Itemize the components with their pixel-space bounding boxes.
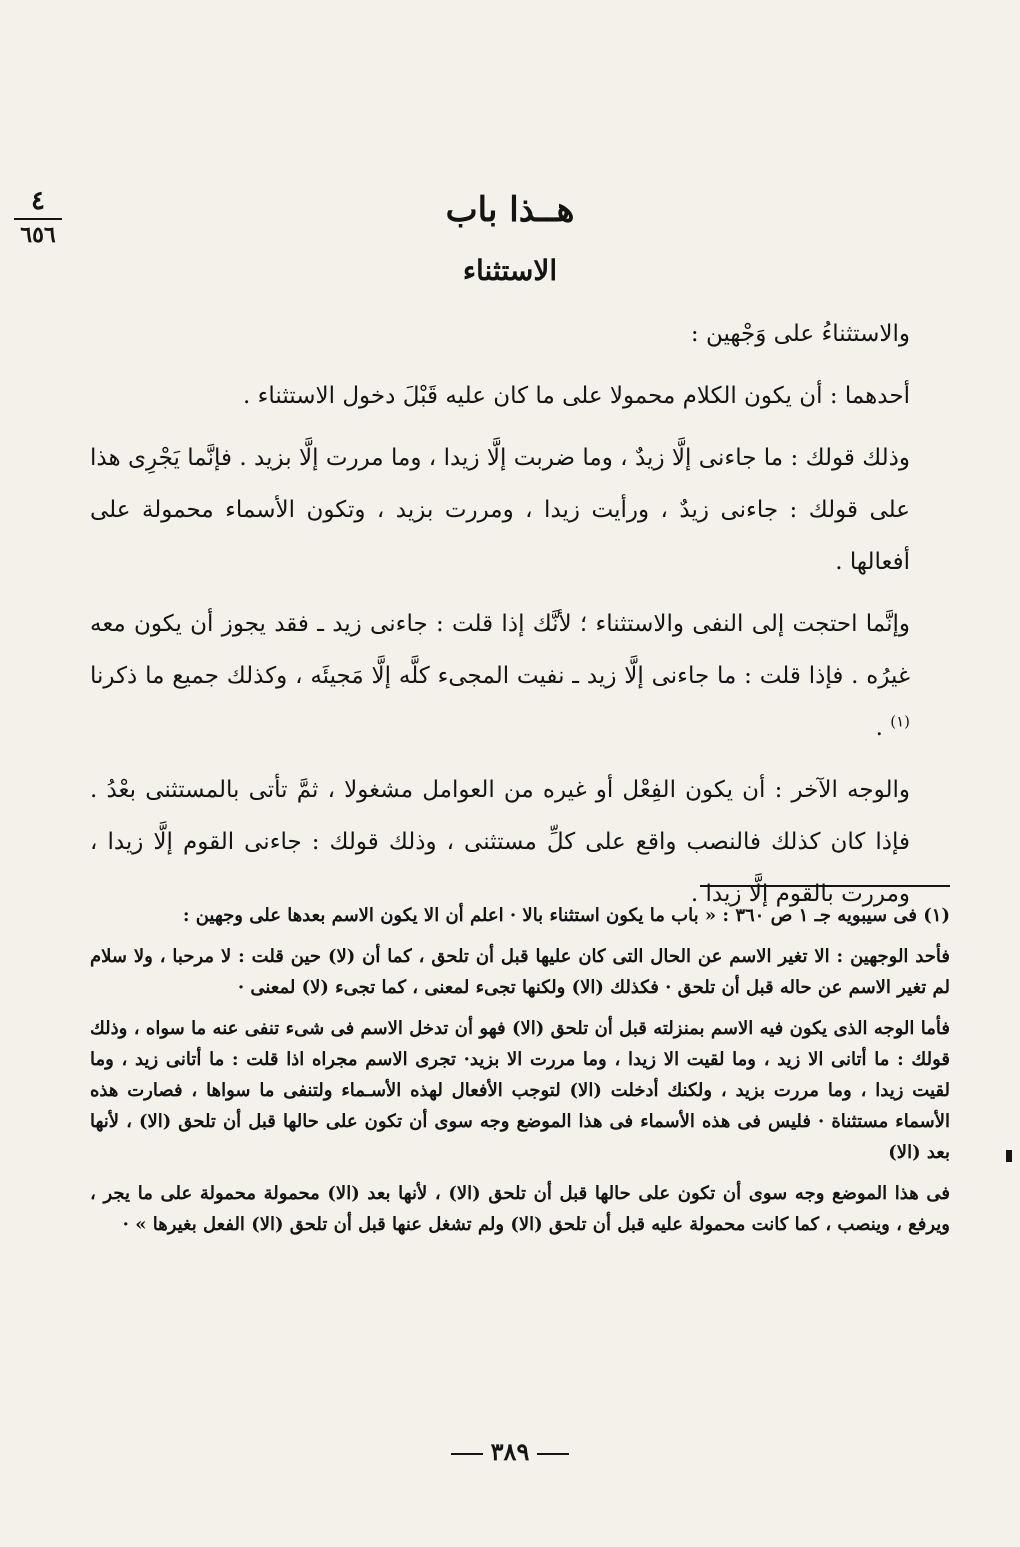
main-paragraph-4: والوجه الآخر : أن يكون الفِعْل أو غيره من العوامل مشغولا ، ثمَّ تأتى بالمستثنى بعْدُ . فإذا كان كذلك فالنصب واقع على كلِّ مستثنى ، وذلك قولك : جاءنى القوم إلَّا زيدا ، ومررت بالقوم إلَّا زيدا . [90, 777, 910, 907]
page-number-value: ٣٨٩ [490, 1437, 530, 1466]
main-text-body [90, 308, 910, 930]
footnote-1-paragraph-2: فأحد الوجهين : الا تغير الاسم عن الحال التى كان عليها قبل أن تلحق ، كما أن (لا) حين قلت : لا مرحبا ، ولا سلام لم تغير الاسم عن حاله قبل أن تلحق · فكذلك (الا) ولكنها تجىء لمعنى ، كما تجىء (لا) لمعنى · [90, 946, 950, 998]
scan-mark [1006, 1150, 1012, 1162]
footnote-divider [700, 885, 950, 887]
topic-heading: الاستثناء [462, 254, 558, 287]
main-paragraph-2: وذلك قولك : ما جاءنى إلَّا زيدٌ ، وما ضربت إلَّا زيدا ، وما مررت إلَّا بزيد . فإنَّما يَجْرِى هذا على قولك : جاءنى زيدٌ ، ورأيت زيدا ، ومررت بزيد ، وتكون الأسماء محمولة على أفعالها . [90, 445, 910, 575]
main-intro: والاستثناءُ على وَجْهين : [690, 321, 910, 347]
footnote-1-paragraph-4: فى هذا الموضع وجه سوى أن تكون على حالها قبل أن تلحق (الا) ، لأنها بعد (الا) محمولة محمولة على ما يجر ، ويرفع ، وينصب ، كما كانت محمولة عليه قبل أن تلحق (الا) ولم تشغل عنها قبل أن تلحق (الا) الفعل بغيرها » · [90, 1183, 950, 1235]
main-paragraph-3-text: وإنَّما احتجت إلى النفى والاستثناء ؛ لأنَّك إذا قلت : جاءنى زيد ـ فقد يجوز أن يكون معه غيرُه . فإذا قلت : ما جاءنى إلَّا زيد ـ نفيت المجىء كلَّه إلَّا مَجيئَه ، وكذلك جميع ما ذكرنا [90, 611, 910, 689]
footnote-1-paragraph-3: فأما الوجه الذى يكون فيه الاسم بمنزلته قبل أن تلحق (الا) فهو أن تدخل الاسم فى شىء تنفى عنه ما سواه ، وذلك قولك : ما أتانى الا زيد ، وما لقيت الا زيدا ، وما مررت الا بزيد· تجرى الاسم مجراه اذا قلت : ما أتانى زيد ، وما لقيت زيدا ، وما مررت بزيد ، ولكنك أدخلت (الا) لتوجب الأفعال لهذه الأسـماء ولتنفى ما سواها ، فصارت هذه الأسماء مستثناة · فليس فى هذه الأسماء فى هذا الموضع وجه سوى أن تكون على حالها قبل أن تلحق (الا) ، لأنها بعد (الا) [90, 1018, 950, 1163]
margin-volume-number: ٤ [14, 188, 62, 220]
footnote-reference-1: (١) [890, 712, 910, 731]
paragraph-3-end: . [875, 715, 883, 741]
page-number [0, 1437, 1020, 1466]
main-paragraph-3 [90, 598, 910, 754]
margin-page-number: ٦٥٦ [20, 222, 56, 248]
page-number-dash-left [451, 1453, 483, 1455]
footnote-1: (١) فى سيبويه جـ ١ ص ٣٦٠ : « باب ما يكون استثناء بالا · اعلم أن الا يكون الاسم بعدها على وجهين : [182, 905, 950, 926]
footnotes-section [90, 900, 950, 1250]
main-paragraph-1: أحدهما : أن يكون الكلام محمولا على ما كان عليه قَبْلَ دخول الاستثناء . [242, 383, 910, 409]
page-number-dash-right [537, 1453, 569, 1455]
chapter-heading: هــذا باب [445, 190, 575, 230]
